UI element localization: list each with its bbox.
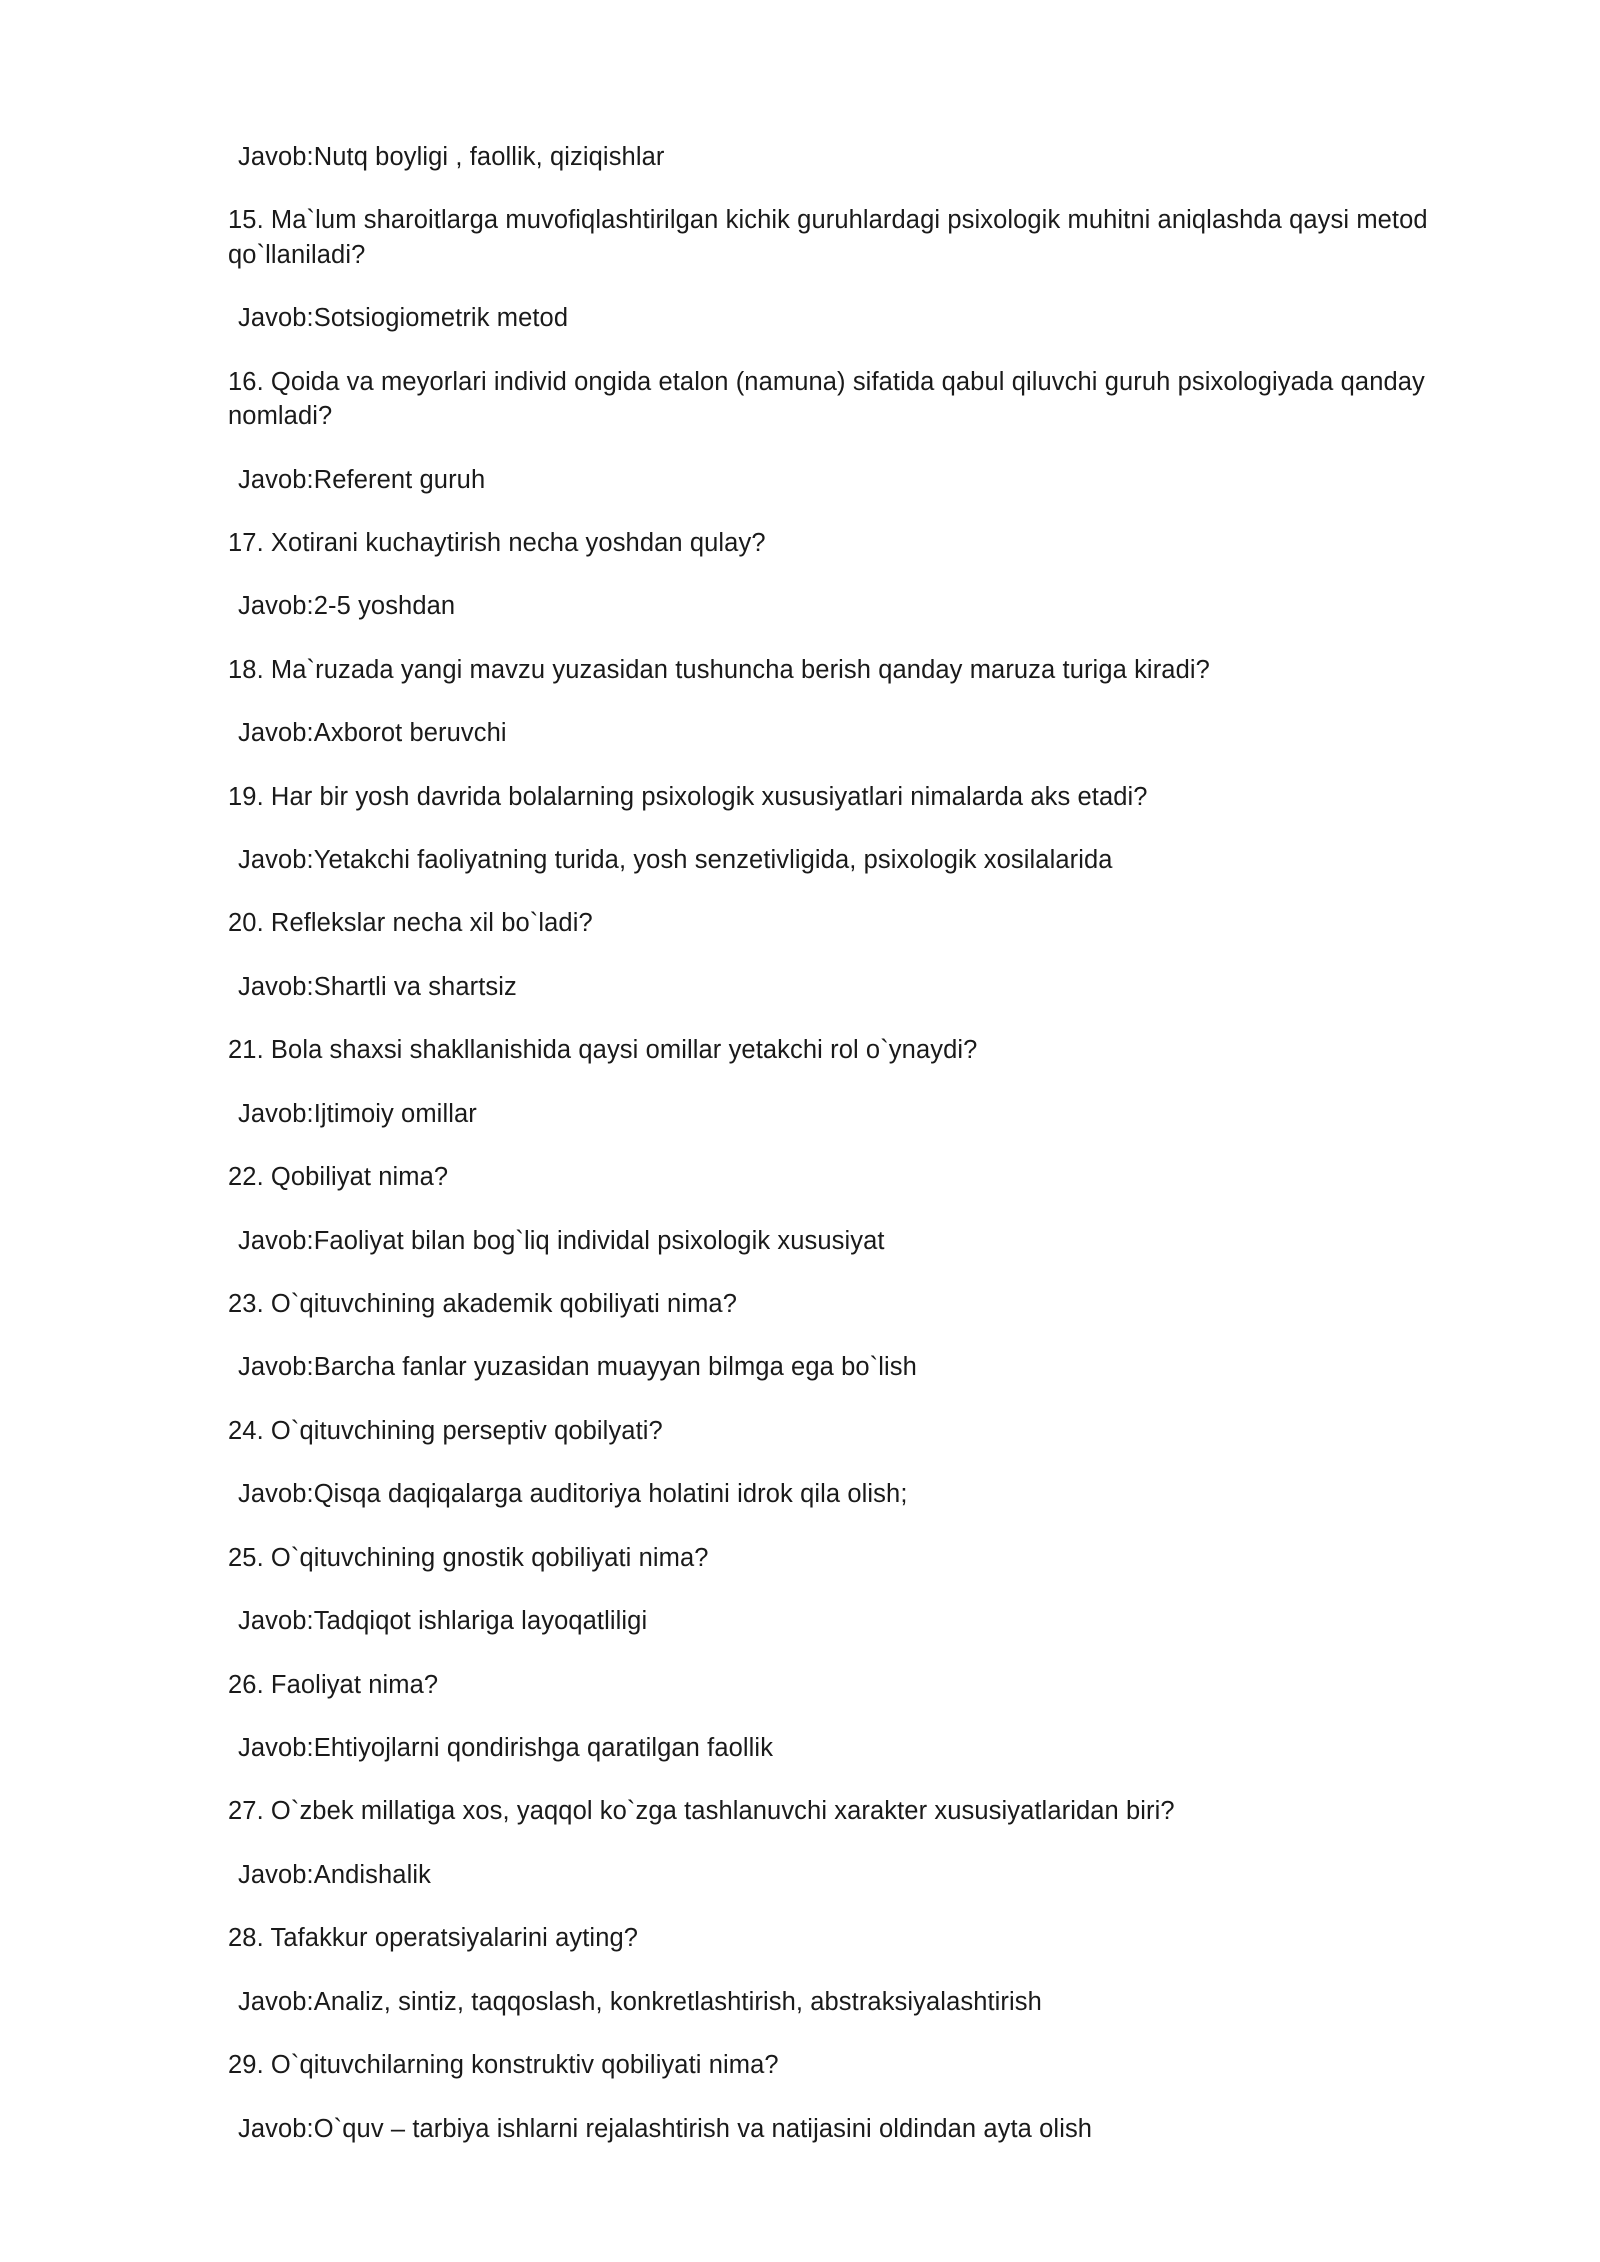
answer-paragraph: Javob:Qisqa daqiqalarga auditoriya holatini idrok qila olish;: [238, 1480, 908, 1509]
answer-paragraph: Javob:Nutq boyligi , faollik, qiziqishlar: [238, 143, 665, 171]
question-paragraph: 28. Tafakkur operatsiyalarini ayting?: [228, 1924, 639, 1953]
question-paragraph: 18. Ma`ruzada yangi mavzu yuzasidan tushuncha berish qanday maruza turiga kiradi?: [228, 655, 1210, 684]
answer-paragraph: Javob:Ehtiyojlarni qondirishga qaratilgan faollik: [238, 1733, 774, 1762]
answer-paragraph: Javob:Shartli va shartsiz: [238, 972, 517, 1001]
answer-paragraph: Javob:Ijtimoiy omillar: [238, 1099, 477, 1128]
question-paragraph: 15. Ma`lum sharoitlarga muvofiqlashtirilgan kichik guruhlardagi psixologik muhitni aniqlashda qaysi metod qo`llaniladi?: [228, 206, 1428, 269]
answer-paragraph: Javob:Faoliyat bilan bog`liq individal psixologik xususiyat: [238, 1226, 885, 1255]
answer-paragraph: Javob:2-5 yoshdan: [238, 592, 456, 621]
answer-paragraph: Javob:Referent guruh: [238, 465, 486, 494]
question-paragraph: 22. Qobiliyat nima?: [228, 1163, 449, 1192]
answer-paragraph: Javob:Yetakchi faoliyatning turida, yosh senzetivligida, psixologik xosilalarida: [238, 846, 1113, 875]
question-paragraph: 17. Xotirani kuchaytirish necha yoshdan qulay?: [228, 528, 766, 557]
document-body: [228, 140, 1433, 2146]
question-paragraph: 24. O`qituvchining perseptiv qobilyati?: [228, 1416, 663, 1445]
question-paragraph: 20. Reflekslar necha xil bo`ladi?: [228, 909, 593, 938]
question-paragraph: 25. O`qituvchining gnostik qobiliyati nima?: [228, 1543, 709, 1572]
question-paragraph: 27. O`zbek millatiga xos, yaqqol ko`zga tashlanuvchi xarakter xususiyatlaridan biri?: [228, 1797, 1175, 1826]
answer-paragraph: Javob:Barcha fanlar yuzasidan muayyan bilmga ega bo`lish: [238, 1353, 917, 1382]
answer-paragraph: Javob:O`quv – tarbiya ishlarni rejalashtirish va natijasini oldindan ayta olish: [238, 2114, 1093, 2143]
answer-paragraph: Javob:Tadqiqot ishlariga layoqatliligi: [238, 1607, 648, 1636]
question-paragraph: 29. O`qituvchilarning konstruktiv qobiliyati nima?: [228, 2051, 779, 2080]
answer-paragraph: Javob:Andishalik: [238, 1860, 431, 1889]
answer-paragraph: Javob:Sotsiogiometrik metod: [238, 304, 569, 333]
answer-paragraph: Javob:Analiz, sintiz, taqqoslash, konkretlashtirish, abstraksiyalashtirish: [238, 1987, 1042, 2016]
question-paragraph: 19. Har bir yosh davrida bolalarning psixologik xususiyatlari nimalarda aks etadi?: [228, 782, 1148, 811]
question-paragraph: 26. Faoliyat nima?: [228, 1670, 439, 1699]
answer-paragraph: Javob:Axborot beruvchi: [238, 719, 507, 748]
question-paragraph: 16. Qoida va meyorlari individ ongida etalon (namuna) sifatida qabul qiluvchi guruh psixologiyada qanday nomladi?: [228, 367, 1425, 431]
question-paragraph: 21. Bola shaxsi shakllanishida qaysi omillar yetakchi rol o`ynaydi?: [228, 1036, 978, 1065]
question-paragraph: 23. O`qituvchining akademik qobiliyati nima?: [228, 1290, 737, 1319]
